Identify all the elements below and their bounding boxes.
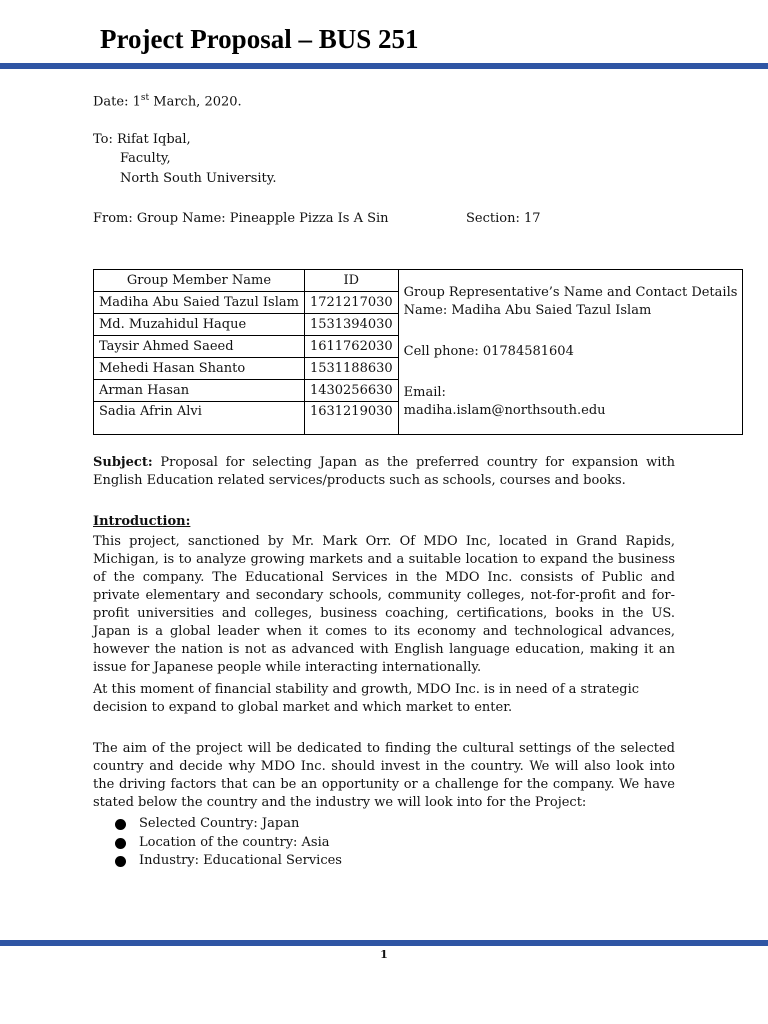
representative-name: Name: Madiha Abu Saied Tazul Islam bbox=[403, 303, 652, 318]
to-role: Faculty, bbox=[120, 151, 171, 166]
subject-paragraph bbox=[93, 454, 675, 490]
to-institution: North South University. bbox=[120, 171, 277, 186]
from-section: Section: 17 bbox=[466, 211, 541, 226]
list-item-text: Industry: Educational Services bbox=[139, 853, 342, 868]
member-id: 1430256630 bbox=[304, 380, 398, 402]
member-id: 1631219030 bbox=[304, 402, 398, 435]
representative-heading: Group Representative’s Name and Contact Details bbox=[403, 285, 738, 300]
bullet-icon bbox=[115, 819, 126, 830]
member-name: Arman Hasan bbox=[94, 380, 305, 402]
page-title: Project Proposal – BUS 251 bbox=[100, 24, 419, 54]
member-id: 1611762030 bbox=[304, 336, 398, 358]
subject-label: Subject: bbox=[93, 455, 153, 470]
date-line bbox=[93, 89, 242, 111]
introduction-paragraph-3: The aim of the project will be dedicated to finding the cultural settings of the selected country and decide why MDO Inc. should invest in the country. We will also look into the driving factors that can be an opportunity or a challenge for the company. We have stated below the country and the industry we will look into for the Project: bbox=[93, 741, 675, 810]
representative-phone: Cell phone: 01784581604 bbox=[403, 344, 574, 359]
introduction-paragraph-1: This project, sanctioned by Mr. Mark Orr. Of MDO Inc, located in Grand Rapids, Michigan, is to analyze growing markets and a suitable location to expand the business of the company. The Educational Services in the MDO Inc. consists of Public and private elementary and secondary schools, community colleges, not-for-profit and for-profit universities and colleges, business coaching, certifications, books in the US. Japan is a global leader when it comes to its economy and technological advances, however the nation is not as advanced with English language education, making it an issue for Japanese people while interacting internationally. bbox=[93, 534, 675, 675]
table-header-row bbox=[94, 270, 743, 292]
introduction-heading: Introduction: bbox=[93, 514, 191, 529]
member-table bbox=[93, 269, 743, 435]
date-superscript: st bbox=[140, 93, 150, 103]
member-id: 1721217030 bbox=[304, 292, 398, 314]
member-name: Mehedi Hasan Shanto bbox=[94, 358, 305, 380]
member-name: Md. Muzahidul Haque bbox=[94, 314, 305, 336]
introduction-paragraph-2: At this moment of financial stability and growth, MDO Inc. is in need of a strategic decision to expand to global market and which market to enter. bbox=[93, 682, 640, 715]
list-item bbox=[93, 852, 342, 871]
member-name: Sadia Afrin Alvi bbox=[94, 402, 305, 435]
member-name: Taysir Ahmed Saeed bbox=[94, 336, 305, 358]
list-item bbox=[93, 815, 342, 834]
from-group: From: Group Name: Pineapple Pizza Is A Sin bbox=[93, 211, 389, 226]
representative-email: madiha.islam@northsouth.edu bbox=[403, 403, 606, 418]
date-prefix: Date: 1 bbox=[93, 94, 141, 110]
project-scope-list bbox=[93, 815, 342, 871]
header-id: ID bbox=[304, 270, 398, 292]
to-line: To: Rifat Iqbal, bbox=[93, 132, 191, 147]
page-number: 1 bbox=[380, 948, 388, 961]
bullet-icon bbox=[115, 856, 126, 867]
bullet-icon bbox=[115, 838, 126, 849]
list-item-text: Selected Country: Japan bbox=[139, 816, 300, 831]
member-name: Madiha Abu Saied Tazul Islam bbox=[94, 292, 305, 314]
footer-rule bbox=[0, 940, 768, 946]
date-suffix: March, 2020. bbox=[149, 94, 242, 110]
header-rule bbox=[0, 63, 768, 69]
subject-text: Proposal for selecting Japan as the preferred country for expansion with English Education related services/products such as schools, courses and books. bbox=[93, 455, 675, 488]
representative-cell bbox=[398, 270, 743, 435]
member-id: 1531188630 bbox=[304, 358, 398, 380]
member-id: 1531394030 bbox=[304, 314, 398, 336]
list-item bbox=[93, 834, 342, 853]
representative-email-label: Email: bbox=[403, 385, 446, 400]
header-member-name: Group Member Name bbox=[94, 270, 305, 292]
list-item-text: Location of the country: Asia bbox=[139, 834, 330, 850]
